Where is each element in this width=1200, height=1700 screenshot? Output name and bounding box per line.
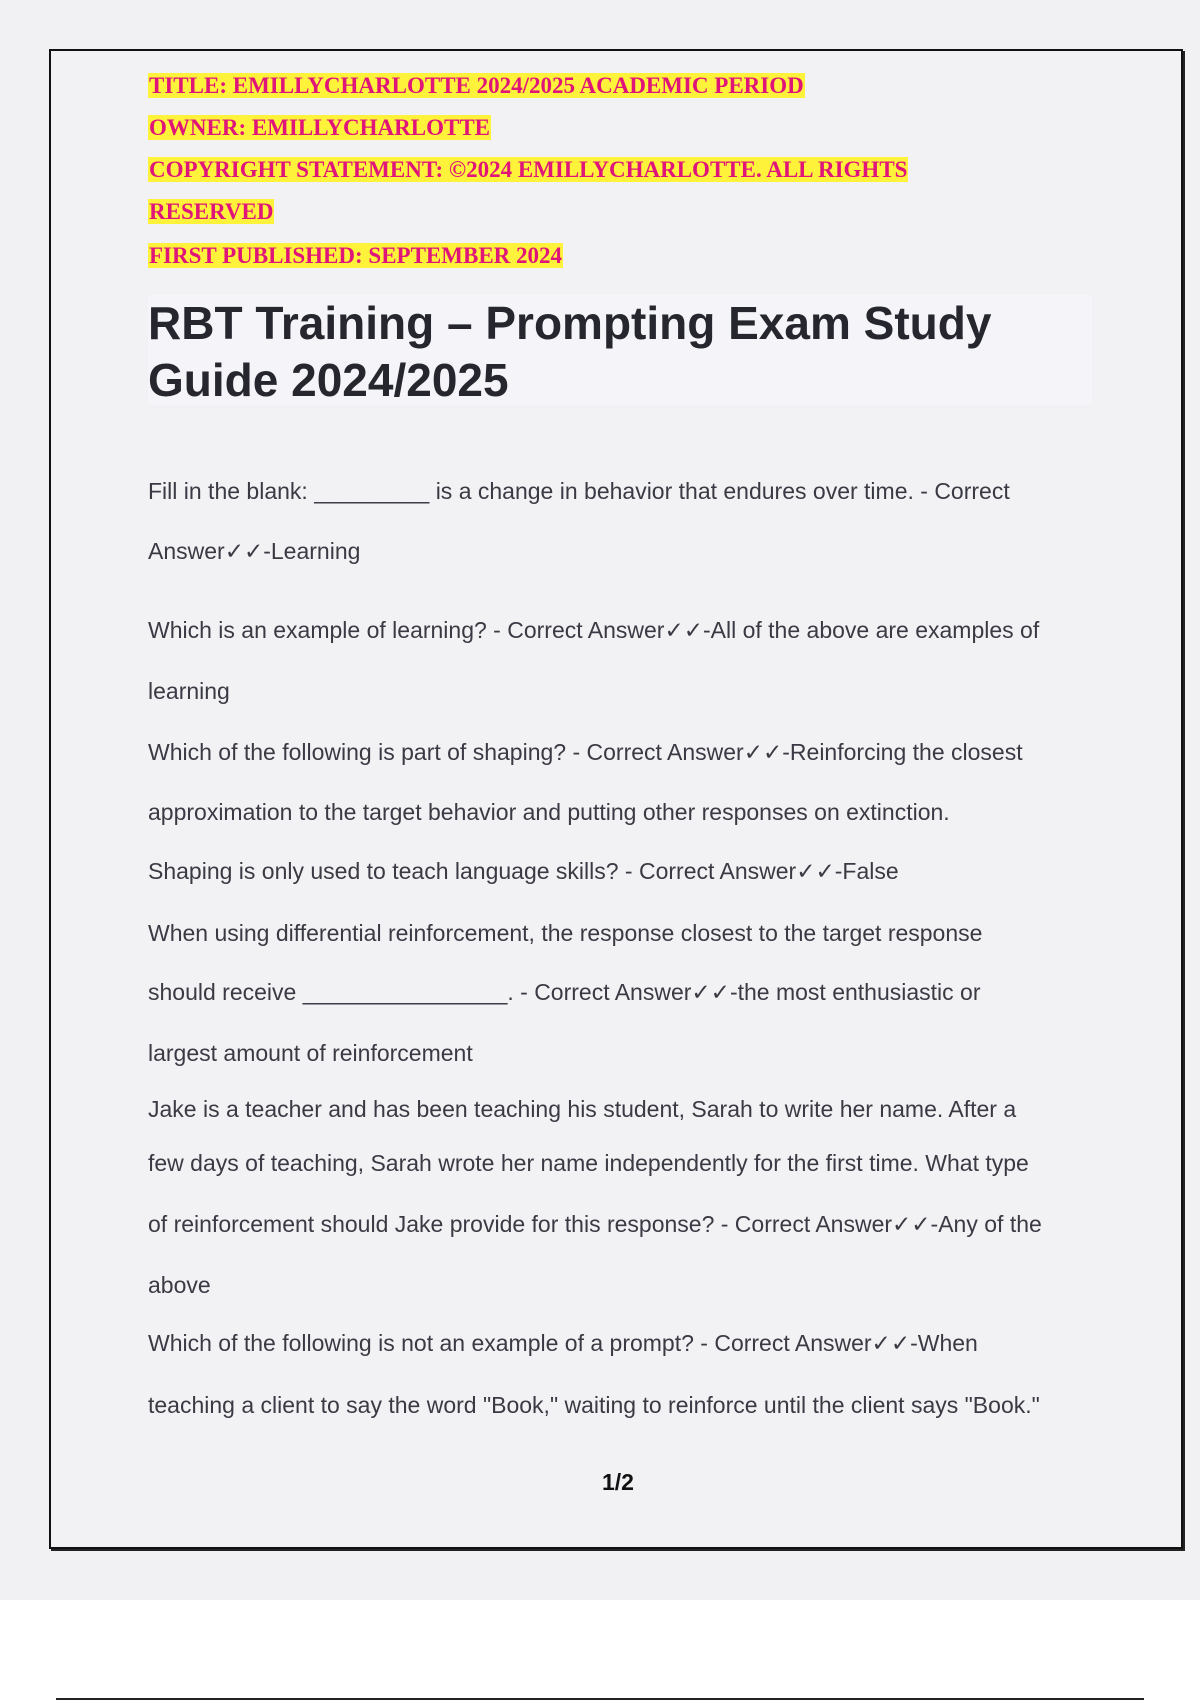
qa-line: Answer✓✓-Learning xyxy=(148,538,361,564)
highlight: COPYRIGHT STATEMENT: ©2024 EMILLYCHARLOTTE. ALL RIGHTS xyxy=(149,157,908,182)
document-page xyxy=(49,49,1183,1549)
highlight: OWNER: EMILLYCHARLOTTE xyxy=(149,115,491,140)
qa-line: Which of the following is part of shaping? - Correct Answer✓✓-Reinforcing the closest xyxy=(148,739,1023,765)
document-title-line-1: RBT Training – Prompting Exam Study xyxy=(148,297,992,349)
qa-line: learning xyxy=(148,678,230,704)
qa-line: should receive ________________. - Correct Answer✓✓-the most enthusiastic or xyxy=(148,979,981,1005)
qa-line: teaching a client to say the word "Book," waiting to reinforce until the client says "Book." xyxy=(148,1392,1040,1418)
qa-line: largest amount of reinforcement xyxy=(148,1040,473,1066)
qa-line: Fill in the blank: _________ is a change in behavior that endures over time. - Correct xyxy=(148,478,1010,504)
qa-line: Which of the following is not an example of a prompt? - Correct Answer✓✓-When xyxy=(148,1330,978,1356)
page-number: 1/2 xyxy=(602,1469,634,1495)
highlight: RESERVED xyxy=(149,199,274,224)
qa-line: above xyxy=(148,1272,211,1298)
qa-line: of reinforcement should Jake provide for this response? - Correct Answer✓✓-Any of the xyxy=(148,1211,1042,1237)
header-owner-line xyxy=(148,113,491,143)
highlight: TITLE: EMILLYCHARLOTTE 2024/2025 ACADEMIC PERIOD xyxy=(149,73,804,98)
highlight: FIRST PUBLISHED: SEPTEMBER 2024 xyxy=(149,243,563,268)
qa-line: approximation to the target behavior and putting other responses on extinction. xyxy=(148,799,950,825)
document-title-line-2: Guide 2024/2025 xyxy=(148,354,509,406)
header-title-line xyxy=(148,71,805,101)
qa-line: Jake is a teacher and has been teaching his student, Sarah to write her name. After a xyxy=(148,1096,1017,1122)
qa-line: When using differential reinforcement, the response closest to the target response xyxy=(148,920,983,946)
header-published-line xyxy=(148,241,563,271)
document-title xyxy=(148,295,1092,409)
qa-line: Shaping is only used to teach language skills? - Correct Answer✓✓-False xyxy=(148,858,899,884)
header-copyright-line xyxy=(148,155,908,185)
qa-line: few days of teaching, Sarah wrote her name independently for the first time. What type xyxy=(148,1150,1029,1176)
qa-line: Which is an example of learning? - Correct Answer✓✓-All of the above are examples of xyxy=(148,617,1040,643)
header-copyright-line-2 xyxy=(148,197,274,227)
